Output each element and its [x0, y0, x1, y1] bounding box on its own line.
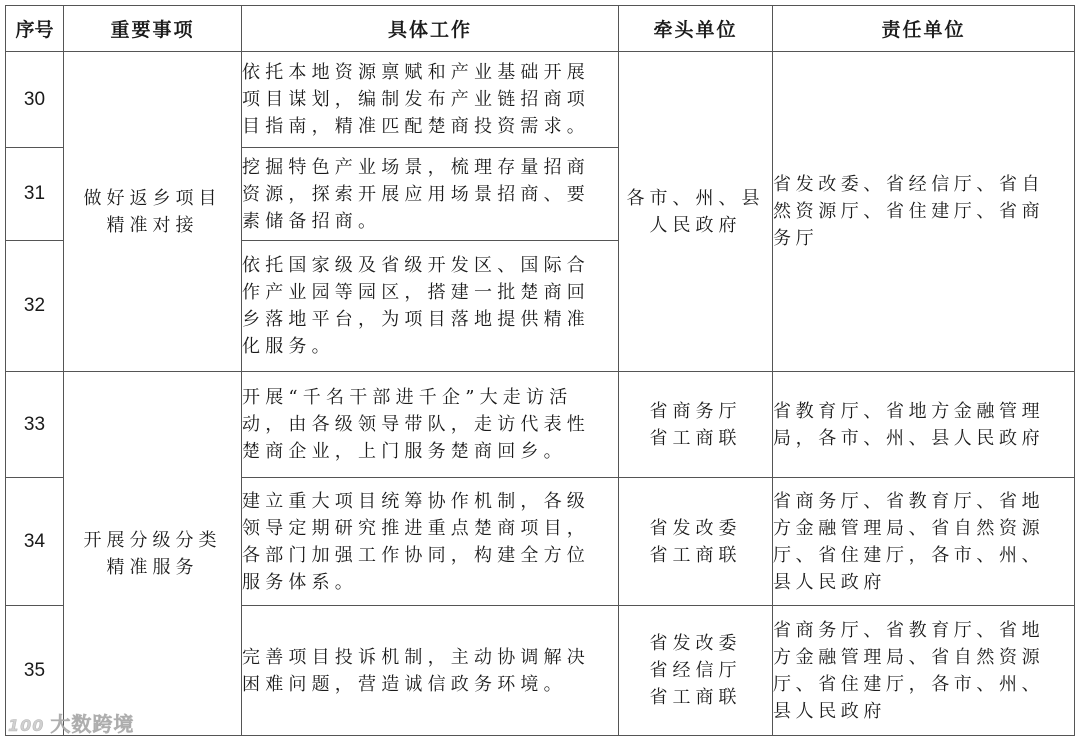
matter-line: 精准服务: [106, 556, 199, 578]
lead-cell: [619, 372, 773, 478]
responsible-cell: [773, 606, 1075, 736]
responsible-line: 方金融管理局、省自然资源: [773, 517, 1045, 539]
header-work: 具体工作: [242, 6, 619, 52]
lead-line: 省经信厅: [649, 660, 742, 681]
responsible-line: 省发改委、省经信厅、省自: [773, 174, 1045, 195]
row-index: 33: [6, 372, 64, 478]
header-responsible: 责任单位: [773, 6, 1075, 52]
work-line: 困难问题，营造诚信政务环境。: [242, 673, 567, 695]
lead-cell: [619, 52, 773, 372]
work-line: 服务体系。: [242, 571, 358, 593]
work-line: 化服务。: [242, 336, 335, 357]
responsible-cell: [773, 52, 1075, 372]
lead-line: 省工商联: [649, 544, 742, 566]
lead-line: 省商务厅: [649, 400, 742, 422]
responsible-line: 县人民政府: [773, 700, 886, 722]
work-cell: [242, 478, 619, 606]
responsible-line: 然资源厅、省住建厅、省商: [773, 201, 1045, 222]
work-line: 完善项目投诉机制，主动协调解决: [242, 646, 590, 668]
lead-cell: [619, 478, 773, 606]
responsible-line: 省商务厅、省教育厅、省地: [773, 619, 1045, 641]
work-line: 项目谋划，编制发布产业链招商项: [242, 89, 590, 110]
responsible-line: 省教育厅、省地方金融管理: [773, 400, 1045, 422]
row-index: 32: [6, 241, 64, 372]
work-line: 资源，探索开展应用场景招商、要: [242, 183, 590, 205]
watermark: [8, 708, 134, 737]
lead-line: 省发改委: [649, 633, 742, 654]
matter-line: 开展分级分类: [83, 529, 222, 551]
responsible-line: 务厅: [773, 228, 819, 249]
work-line: 依托国家级及省级开发区、国际合: [242, 255, 590, 276]
row-index: 31: [6, 148, 64, 241]
lead-line: 省工商联: [649, 427, 742, 449]
work-cell: [242, 148, 619, 241]
responsible-cell: [773, 372, 1075, 478]
work-plan-table: [5, 5, 1075, 736]
work-line: 各部门加强工作协同，构建全方位: [242, 544, 590, 566]
work-cell: [242, 241, 619, 372]
responsible-line: 厅、省住建厅，各市、州、: [773, 673, 1045, 695]
responsible-line: 厅、省住建厅，各市、州、: [773, 544, 1045, 566]
work-line: 楚商企业，上门服务楚商回乡。: [242, 441, 567, 462]
work-line: 目指南，精准匹配楚商投资需求。: [242, 116, 590, 137]
matter-line: 精准对接: [106, 214, 199, 236]
lead-line: 省工商联: [649, 687, 742, 708]
row-index: 30: [6, 52, 64, 148]
table-header-row: [6, 6, 1075, 52]
row-index: 34: [6, 478, 64, 606]
work-line: 乡落地平台，为项目落地提供精准: [242, 309, 590, 330]
lead-cell: [619, 606, 773, 736]
matter-cell: [64, 52, 242, 372]
work-line: 作产业园等园区，搭建一批楚商回: [242, 282, 590, 303]
table-row: [6, 372, 1075, 478]
work-line: 建立重大项目统筹协作机制，各级: [242, 490, 590, 512]
watermark-logo-icon: 100: [8, 716, 45, 735]
lead-line: 省发改委: [649, 517, 742, 539]
responsible-line: 方金融管理局、省自然资源: [773, 646, 1045, 668]
responsible-line: 局，各市、州、县人民政府: [773, 427, 1045, 449]
lead-line: 人民政府: [649, 214, 742, 236]
lead-line: 各市、州、县: [626, 187, 765, 209]
header-lead: 牵头单位: [619, 6, 773, 52]
work-cell: [242, 606, 619, 736]
header-index: 序号: [6, 6, 64, 52]
responsible-line: 省商务厅、省教育厅、省地: [773, 490, 1045, 512]
work-cell: [242, 52, 619, 148]
header-matter: 重要事项: [64, 6, 242, 52]
work-line: 依托本地资源禀赋和产业基础开展: [242, 62, 590, 83]
work-line: 素储备招商。: [242, 210, 382, 232]
watermark-text: 大数跨境: [50, 712, 135, 736]
matter-cell: [64, 372, 242, 736]
work-line: 开展“千名干部进千企”大走访活: [242, 387, 573, 408]
row-index: 35: [6, 606, 64, 736]
work-cell: [242, 372, 619, 478]
responsible-line: 县人民政府: [773, 571, 886, 593]
matter-line: 做好返乡项目: [83, 187, 222, 209]
work-line: 挖掘特色产业场景，梳理存量招商: [242, 156, 590, 178]
work-line: 动，由各级领导带队，走访代表性: [242, 414, 590, 435]
table-row: [6, 52, 1075, 148]
work-line: 领导定期研究推进重点楚商项目，: [242, 517, 590, 539]
responsible-cell: [773, 478, 1075, 606]
